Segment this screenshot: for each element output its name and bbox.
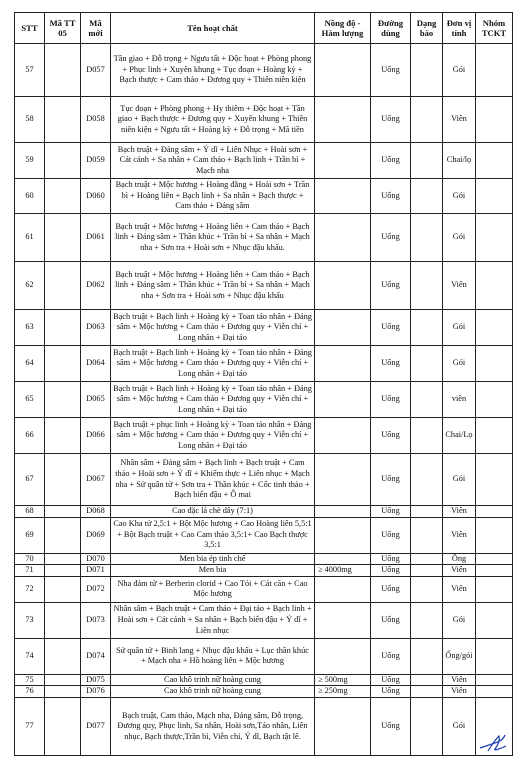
- cell-group: [476, 346, 513, 382]
- cell-route: Uống: [371, 214, 411, 262]
- cell-form: [411, 179, 443, 214]
- cell-ingredients: Bạch truật + Đảng sâm + Ý dĩ + Liên Nhục + Hoài sơn + Cát cánh + Sa nhân + Cam thảo + Bạch linh + Trần bì + Mạch nha: [111, 143, 315, 179]
- cell-group: [476, 602, 513, 638]
- cell-ma-tt05: [45, 686, 81, 698]
- cell-ma-tt05: [45, 565, 81, 577]
- cell-dose: [315, 262, 371, 310]
- cell-stt: 60: [15, 179, 45, 214]
- cell-route: Uống: [371, 44, 411, 97]
- cell-group: [476, 310, 513, 346]
- cell-stt: 57: [15, 44, 45, 97]
- cell-stt: 68: [15, 506, 45, 518]
- cell-unit: Ống/gói: [443, 638, 476, 674]
- cell-form: [411, 565, 443, 577]
- cell-code: D068: [81, 506, 111, 518]
- cell-code: D070: [81, 553, 111, 565]
- header-ten-hoat-chat: Tên hoạt chất: [111, 13, 315, 44]
- cell-route: Uống: [371, 686, 411, 698]
- cell-ma-tt05: [45, 576, 81, 602]
- cell-ma-tt05: [45, 418, 81, 454]
- cell-ingredients: Bạch truật + Bạch linh + Hoàng kỳ + Toan táo nhân + Đảng sâm + Mộc hương + Cam thảo + Đương quy + Viễn chí + Long nhãn + Đại táo: [111, 310, 315, 346]
- table-row: [15, 602, 513, 638]
- cell-ingredients: Nhân sâm + Bạch truật + Cam thảo + Đại táo + Bạch linh + Hoài sơn + Cát cánh + Sa nhân + Bạch biển đậu + Ý dĩ + Liên nhục: [111, 602, 315, 638]
- cell-dose: ≥ 500mg: [315, 674, 371, 686]
- cell-ma-tt05: [45, 638, 81, 674]
- cell-unit: Gói: [443, 179, 476, 214]
- cell-route: Uống: [371, 674, 411, 686]
- cell-route: Uống: [371, 576, 411, 602]
- cell-unit: Viên: [443, 576, 476, 602]
- cell-ingredients: Bạch truật + Mộc hương + Hoàng liên + Cam thảo + Bạch linh + Đảng sâm + Thần khúc + Trần bì + Sa nhân + Mạch nha + Sơn tra + Hoài sơn + Nhục đậu khấu.: [111, 214, 315, 262]
- cell-group: [476, 506, 513, 518]
- cell-dose: ≥ 250mg: [315, 686, 371, 698]
- table-row: [15, 553, 513, 565]
- cell-ma-tt05: [45, 506, 81, 518]
- cell-ingredients: Nhân sâm + Đảng sâm + Bạch linh + Bạch truật + Cam thảo + Hoài sơn + Ý dĩ + Khiếm thực + Liên nhục + Mạch nha + Sử quân tử + Sơn tra + Thần khúc + Cốc tinh thảo + Bạch biển đậu + Ô mai: [111, 454, 315, 506]
- cell-ma-tt05: [45, 44, 81, 97]
- cell-ingredients: Bạch truật + phục linh + Hoàng kỳ + Toan táo nhân + Đảng sâm + Mộc hương + Cam thảo + Đương quy + Viễn chí + Long nhãn + Đại táo: [111, 418, 315, 454]
- cell-unit: Chai/Lọ: [443, 418, 476, 454]
- table-row: [15, 506, 513, 518]
- cell-group: [476, 674, 513, 686]
- cell-code: D059: [81, 143, 111, 179]
- table-row: [15, 565, 513, 577]
- cell-code: D066: [81, 418, 111, 454]
- cell-ingredients: Bạch truật + Mộc hương + Hoàng đằng + Hoài sơn + Trần bì + Hoàng liên + Bạch linh + Sa nhân + Bạch thược + Cam thảo + Đảng sâm: [111, 179, 315, 214]
- cell-dose: [315, 179, 371, 214]
- cell-stt: 75: [15, 674, 45, 686]
- cell-group: [476, 214, 513, 262]
- table-row: [15, 310, 513, 346]
- cell-unit: Gói: [443, 454, 476, 506]
- cell-stt: 61: [15, 214, 45, 262]
- cell-unit: Gói: [443, 310, 476, 346]
- cell-code: D074: [81, 638, 111, 674]
- cell-unit: Viên: [443, 97, 476, 143]
- cell-route: Uống: [371, 697, 411, 755]
- table-row: [15, 97, 513, 143]
- cell-stt: 69: [15, 517, 45, 553]
- cell-unit: Viên: [443, 674, 476, 686]
- cell-route: Uống: [371, 602, 411, 638]
- header-duong-dung: Đường dùng: [371, 13, 411, 44]
- cell-ma-tt05: [45, 97, 81, 143]
- cell-unit: Ống: [443, 553, 476, 565]
- cell-route: Uống: [371, 565, 411, 577]
- cell-stt: 73: [15, 602, 45, 638]
- table-row: [15, 576, 513, 602]
- cell-unit: Gói: [443, 346, 476, 382]
- cell-route: Uống: [371, 506, 411, 518]
- cell-group: [476, 44, 513, 97]
- cell-form: [411, 553, 443, 565]
- cell-unit: Gói: [443, 697, 476, 755]
- cell-dose: ≥ 4000mg: [315, 565, 371, 577]
- cell-dose: [315, 553, 371, 565]
- cell-ma-tt05: [45, 697, 81, 755]
- cell-ma-tt05: [45, 602, 81, 638]
- cell-stt: 58: [15, 97, 45, 143]
- cell-route: Uống: [371, 179, 411, 214]
- cell-code: D062: [81, 262, 111, 310]
- table-row: [15, 454, 513, 506]
- cell-ingredients: Men bia: [111, 565, 315, 577]
- cell-form: [411, 97, 443, 143]
- cell-stt: 59: [15, 143, 45, 179]
- cell-group: [476, 179, 513, 214]
- cell-code: D064: [81, 346, 111, 382]
- cell-code: D060: [81, 179, 111, 214]
- cell-form: [411, 310, 443, 346]
- cell-ingredients: Bạch truật + Mộc hương + Hoàng liên + Cam thảo + Bạch linh + Đảng sâm + Thần khúc + Trần bì + Sa nhân + Mạch nha + Sơn tra + Hoài sơn + Nhục đậu khấu: [111, 262, 315, 310]
- cell-code: D069: [81, 517, 111, 553]
- drug-list-table: [14, 12, 513, 756]
- cell-dose: [315, 382, 371, 418]
- cell-ingredients: Bạch truật + Bạch linh + Hoàng kỳ + Toan táo nhân + Đảng sâm + Mộc hương + Cam thảo + Đương quy + Viễn chí + Long nhãn + Đại táo: [111, 382, 315, 418]
- cell-code: D073: [81, 602, 111, 638]
- cell-stt: 72: [15, 576, 45, 602]
- cell-ma-tt05: [45, 310, 81, 346]
- cell-unit: Viên: [443, 506, 476, 518]
- cell-dose: [315, 418, 371, 454]
- cell-code: D067: [81, 454, 111, 506]
- cell-group: [476, 97, 513, 143]
- cell-route: Uống: [371, 310, 411, 346]
- cell-group: [476, 382, 513, 418]
- table-row: [15, 418, 513, 454]
- cell-dose: [315, 346, 371, 382]
- table-row: [15, 262, 513, 310]
- cell-unit: Gói: [443, 44, 476, 97]
- cell-unit: Viên: [443, 517, 476, 553]
- cell-stt: 63: [15, 310, 45, 346]
- table-row: [15, 674, 513, 686]
- cell-dose: [315, 576, 371, 602]
- cell-code: D071: [81, 565, 111, 577]
- cell-dose: [315, 97, 371, 143]
- cell-ma-tt05: [45, 346, 81, 382]
- cell-ma-tt05: [45, 214, 81, 262]
- cell-code: D075: [81, 674, 111, 686]
- cell-stt: 67: [15, 454, 45, 506]
- header-ma-moi: Mã mới: [81, 13, 111, 44]
- cell-dose: [315, 44, 371, 97]
- cell-ma-tt05: [45, 674, 81, 686]
- cell-unit: Viên: [443, 565, 476, 577]
- cell-ma-tt05: [45, 553, 81, 565]
- cell-form: [411, 506, 443, 518]
- cell-ingredients: Sử quân tử + Binh lang + Nhục đậu khấu + Lục thần khúc + Mạch nha + Hồ hoàng liên + Mộc hương: [111, 638, 315, 674]
- table-row: [15, 517, 513, 553]
- cell-stt: 62: [15, 262, 45, 310]
- cell-group: [476, 418, 513, 454]
- cell-form: [411, 262, 443, 310]
- cell-ma-tt05: [45, 179, 81, 214]
- cell-ingredients: Cao Kha tử 2,5:1 + Bột Mộc hương + Cao Hoàng liên 5,5:1 + Bột Bạch truật + Cao Cam thảo 3,5:1+ Cao Bạch thược 3,5:1: [111, 517, 315, 553]
- cell-ma-tt05: [45, 517, 81, 553]
- cell-code: D076: [81, 686, 111, 698]
- cell-ingredients: Cao đặc lá chè dây (7:1): [111, 506, 315, 518]
- cell-dose: [315, 143, 371, 179]
- cell-route: Uống: [371, 638, 411, 674]
- cell-route: Uống: [371, 517, 411, 553]
- cell-route: Uống: [371, 553, 411, 565]
- table-row: [15, 44, 513, 97]
- cell-ingredients: Tần giao + Đỗ trọng + Ngưu tất + Độc hoạt + Phòng phong + Phục linh + Xuyên khung + Tục đoạn + Hoàng kỳ + Bạch thược + Cam thảo + Đương quy + Thiên niên kiện: [111, 44, 315, 97]
- cell-unit: viên: [443, 382, 476, 418]
- cell-form: [411, 602, 443, 638]
- table-row: [15, 143, 513, 179]
- cell-ma-tt05: [45, 382, 81, 418]
- cell-unit: Chai/lọ: [443, 143, 476, 179]
- table-row: [15, 179, 513, 214]
- cell-form: [411, 346, 443, 382]
- cell-form: [411, 44, 443, 97]
- handwritten-signature: [478, 732, 508, 754]
- cell-group: [476, 686, 513, 698]
- cell-route: Uống: [371, 346, 411, 382]
- cell-route: Uống: [371, 418, 411, 454]
- cell-group: [476, 262, 513, 310]
- cell-group: [476, 517, 513, 553]
- cell-form: [411, 143, 443, 179]
- cell-code: D072: [81, 576, 111, 602]
- cell-unit: Gói: [443, 214, 476, 262]
- cell-form: [411, 638, 443, 674]
- cell-form: [411, 576, 443, 602]
- cell-code: D058: [81, 97, 111, 143]
- cell-dose: [315, 506, 371, 518]
- cell-ma-tt05: [45, 454, 81, 506]
- cell-stt: 74: [15, 638, 45, 674]
- cell-ma-tt05: [45, 262, 81, 310]
- header-ma-tt05: Mã TT 05: [45, 13, 81, 44]
- cell-dose: [315, 638, 371, 674]
- cell-stt: 70: [15, 553, 45, 565]
- cell-route: Uống: [371, 97, 411, 143]
- cell-ingredients: Nha đảm tử + Berberin clorid + Cao Tỏi + Cát căn + Cao Mộc hương: [111, 576, 315, 602]
- cell-route: Uống: [371, 382, 411, 418]
- header-stt: STT: [15, 13, 45, 44]
- cell-stt: 64: [15, 346, 45, 382]
- cell-dose: [315, 214, 371, 262]
- cell-form: [411, 697, 443, 755]
- cell-form: [411, 382, 443, 418]
- table-header-row: [15, 13, 513, 44]
- table-row: [15, 638, 513, 674]
- cell-ingredients: Cao khô trinh nữ hoàng cung: [111, 686, 315, 698]
- cell-form: [411, 674, 443, 686]
- cell-code: D057: [81, 44, 111, 97]
- cell-group: [476, 638, 513, 674]
- cell-stt: 76: [15, 686, 45, 698]
- cell-code: D063: [81, 310, 111, 346]
- cell-stt: 77: [15, 697, 45, 755]
- cell-group: [476, 143, 513, 179]
- header-dang-bao: Dạng bào: [411, 13, 443, 44]
- cell-route: Uống: [371, 143, 411, 179]
- header-don-vi: Đơn vị tính: [443, 13, 476, 44]
- table-row: [15, 686, 513, 698]
- table-row: [15, 346, 513, 382]
- cell-form: [411, 454, 443, 506]
- cell-form: [411, 517, 443, 553]
- cell-unit: Gói: [443, 602, 476, 638]
- cell-ma-tt05: [45, 143, 81, 179]
- cell-ingredients: Cao khô trinh nữ hoàng cung: [111, 674, 315, 686]
- cell-unit: Viên: [443, 686, 476, 698]
- cell-form: [411, 214, 443, 262]
- cell-group: [476, 576, 513, 602]
- cell-dose: [315, 454, 371, 506]
- cell-dose: [315, 697, 371, 755]
- cell-dose: [315, 310, 371, 346]
- cell-ingredients: Men bia ép tinh chế: [111, 553, 315, 565]
- header-nhom: Nhóm TCKT: [476, 13, 513, 44]
- cell-ingredients: Bạch truật + Bạch linh + Hoàng kỳ + Toan táo nhân + Đảng sâm + Mộc hương + Cam thảo + Đương quy + Viễn chí + Long nhãn + Đại táo: [111, 346, 315, 382]
- cell-ingredients: Bạch truật, Cam thảo, Mạch nha, Đảng sâm, Đỗ trọng, Đương quy, Phục linh, Sa nhân, Hoài sơn,Táo nhân, Liên nhục, Bạch thược,Trần bì, Viễn chí, Ý dĩ, Bạch tật lê.: [111, 697, 315, 755]
- cell-dose: [315, 602, 371, 638]
- cell-stt: 65: [15, 382, 45, 418]
- cell-code: D065: [81, 382, 111, 418]
- cell-ingredients: Tục đoạn + Phòng phong + Hy thiêm + Độc hoạt + Tần giao + Bạch thược + Đương quy + Xuyên khung + Thiên niên kiện + Ngưu tất + Hoàng kỳ + Đỗ trọng + Mã tiền: [111, 97, 315, 143]
- cell-form: [411, 418, 443, 454]
- table-row: [15, 214, 513, 262]
- cell-code: D077: [81, 697, 111, 755]
- header-nong-do: Nồng độ - Hàm lượng: [315, 13, 371, 44]
- cell-code: D061: [81, 214, 111, 262]
- cell-route: Uống: [371, 262, 411, 310]
- cell-route: Uống: [371, 454, 411, 506]
- cell-group: [476, 553, 513, 565]
- table-row: [15, 697, 513, 755]
- cell-unit: Viên: [443, 262, 476, 310]
- cell-stt: 66: [15, 418, 45, 454]
- cell-group: [476, 565, 513, 577]
- cell-group: [476, 454, 513, 506]
- cell-form: [411, 686, 443, 698]
- cell-stt: 71: [15, 565, 45, 577]
- cell-dose: [315, 517, 371, 553]
- table-row: [15, 382, 513, 418]
